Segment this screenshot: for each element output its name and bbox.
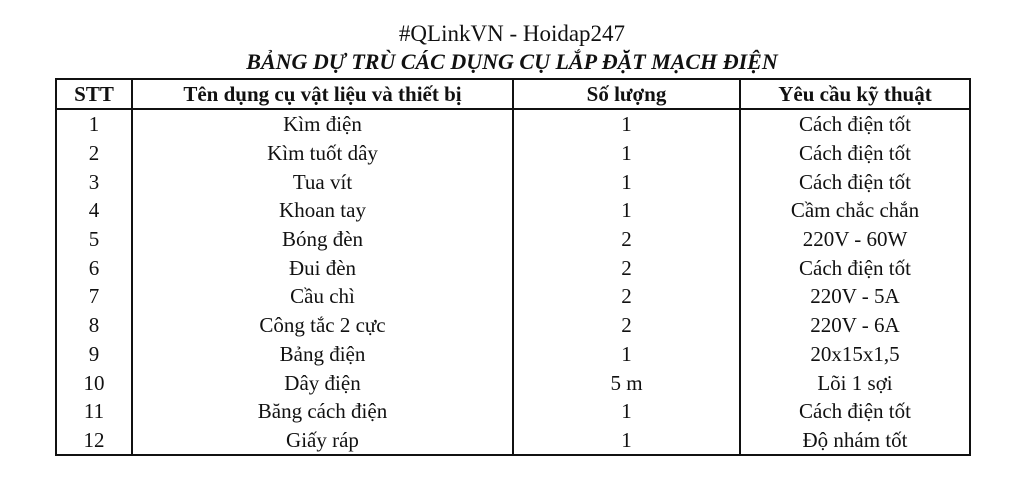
table-row [56, 253, 970, 282]
table-header-row [56, 79, 970, 109]
header-stt: STT [56, 79, 132, 109]
table-row [56, 311, 970, 340]
cell-name: Công tắc 2 cực [132, 311, 513, 340]
cell-requirement: Cách điện tốt [740, 167, 970, 196]
cell-requirement: Cách điện tốt [740, 253, 970, 282]
cell-quantity: 1 [513, 426, 740, 456]
cell-requirement: 220V - 6A [740, 311, 970, 340]
cell-stt: 6 [56, 253, 132, 282]
cell-requirement: Cách điện tốt [740, 397, 970, 426]
cell-name: Bóng đèn [132, 225, 513, 254]
cell-stt: 11 [56, 397, 132, 426]
table-row [56, 397, 970, 426]
cell-quantity: 2 [513, 225, 740, 254]
cell-name: Kìm điện [132, 109, 513, 139]
equipment-table [55, 78, 971, 456]
cell-name: Kìm tuốt dây [132, 139, 513, 168]
cell-requirement: 20x15x1,5 [740, 340, 970, 369]
cell-name: Giấy ráp [132, 426, 513, 456]
cell-quantity: 1 [513, 109, 740, 139]
cell-requirement: Lõi 1 sợi [740, 368, 970, 397]
watermark-text: #QLinkVN - Hoidap247 [398, 21, 626, 46]
cell-quantity: 5 m [513, 368, 740, 397]
cell-quantity: 1 [513, 167, 740, 196]
table-row [56, 196, 970, 225]
table-row [56, 426, 970, 456]
table-row [56, 282, 970, 311]
cell-name: Cầu chì [132, 282, 513, 311]
header-name: Tên dụng cụ vật liệu và thiết bị [132, 79, 513, 109]
cell-quantity: 2 [513, 282, 740, 311]
cell-quantity: 1 [513, 340, 740, 369]
cell-quantity: 1 [513, 196, 740, 225]
cell-stt: 1 [56, 109, 132, 139]
cell-requirement: Cách điện tốt [740, 109, 970, 139]
cell-name: Dây điện [132, 368, 513, 397]
cell-requirement: Cách điện tốt [740, 139, 970, 168]
cell-stt: 5 [56, 225, 132, 254]
cell-requirement: Cầm chắc chắn [740, 196, 970, 225]
cell-stt: 7 [56, 282, 132, 311]
cell-stt: 3 [56, 167, 132, 196]
cell-name: Tua vít [132, 167, 513, 196]
cell-stt: 4 [56, 196, 132, 225]
cell-requirement: Độ nhám tốt [740, 426, 970, 456]
table-row [56, 167, 970, 196]
cell-quantity: 1 [513, 397, 740, 426]
cell-requirement: 220V - 60W [740, 225, 970, 254]
cell-stt: 12 [56, 426, 132, 456]
cell-stt: 10 [56, 368, 132, 397]
cell-name: Băng cách điện [132, 397, 513, 426]
cell-quantity: 2 [513, 253, 740, 282]
cell-stt: 8 [56, 311, 132, 340]
table-row [56, 139, 970, 168]
cell-stt: 2 [56, 139, 132, 168]
table-title: BẢNG DỰ TRÙ CÁC DỤNG CỤ LẮP ĐẶT MẠCH ĐIỆN [246, 49, 778, 74]
header-requirement: Yêu cầu kỹ thuật [740, 79, 970, 109]
table-row [56, 225, 970, 254]
table-row [56, 340, 970, 369]
cell-name: Khoan tay [132, 196, 513, 225]
cell-name: Bảng điện [132, 340, 513, 369]
cell-stt: 9 [56, 340, 132, 369]
cell-requirement: 220V - 5A [740, 282, 970, 311]
table-row [56, 368, 970, 397]
table-row [56, 109, 970, 139]
header-quantity: Số lượng [513, 79, 740, 109]
cell-quantity: 1 [513, 139, 740, 168]
cell-quantity: 2 [513, 311, 740, 340]
cell-name: Đui đèn [132, 253, 513, 282]
